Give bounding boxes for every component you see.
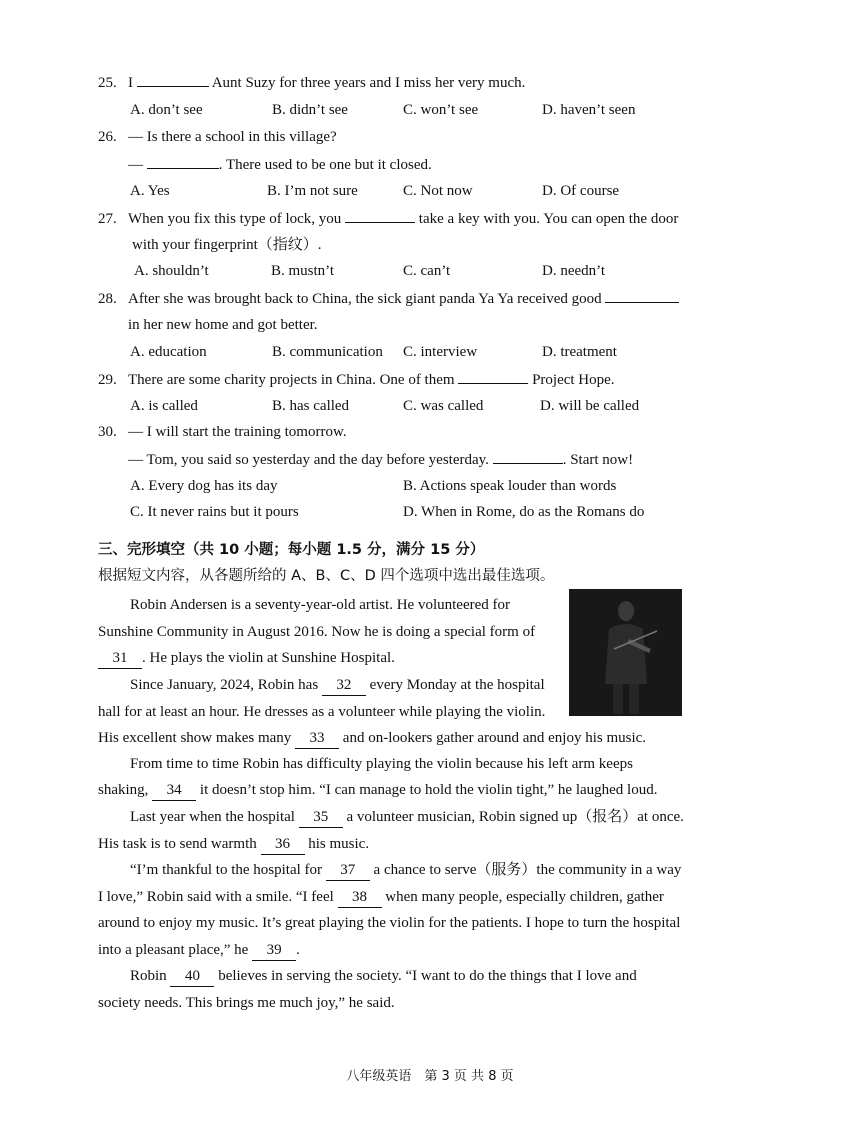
- passage-text: .: [296, 942, 300, 958]
- passage-text: believes in serving the society. “I want to do the things that I love and: [218, 968, 637, 984]
- passage-text: and on-lookers gather around and enjoy his music.: [342, 730, 647, 746]
- option-d: D. will be called: [540, 398, 640, 414]
- passage-line: From time to time Robin has difficulty playing the violin because his left arm keeps: [130, 756, 633, 772]
- passage-text: every Monday at the hospital: [369, 677, 545, 693]
- passage-text: . He plays the violin at Sunshine Hospital.: [142, 650, 395, 666]
- violinist-image: [569, 589, 682, 716]
- question-number: 28.: [98, 291, 117, 307]
- blank-36: 36: [261, 834, 305, 855]
- option-c: C. can’t: [403, 263, 451, 279]
- option-d: D. Of course: [542, 183, 620, 199]
- question-25: [98, 72, 525, 93]
- violinist-photo: [569, 589, 682, 716]
- option-a: A. Every dog has its day: [130, 478, 278, 494]
- question-text: — I will start the training tomorrow.: [128, 424, 347, 440]
- question-number: 26.: [98, 129, 117, 145]
- blank-38: 38: [338, 887, 382, 908]
- question-text: Aunt Suzy for three years and I miss her very much.: [211, 75, 526, 91]
- option-b: B. has called: [272, 398, 350, 414]
- question-number: 27.: [98, 211, 117, 227]
- passage-text: a chance to serve（服务）the community in a way: [373, 862, 682, 878]
- question-number: 30.: [98, 424, 117, 440]
- question-number: 29.: [98, 372, 117, 388]
- option-a: A. is called: [130, 398, 198, 414]
- passage-text: a volunteer musician, Robin signed up（报名）at once.: [346, 809, 684, 825]
- answer-blank: [458, 369, 528, 384]
- option-d: D. When in Rome, do as the Romans do: [403, 504, 645, 520]
- question-text: I: [128, 75, 133, 91]
- option-c: C. interview: [403, 344, 478, 360]
- blank-34: 34: [152, 780, 196, 801]
- option-c: C. won’t see: [403, 102, 479, 118]
- passage-line: [130, 807, 684, 828]
- answer-blank: [147, 154, 219, 169]
- question-text: — Tom, you said so yesterday and the day before yesterday.: [128, 452, 489, 468]
- passage-line: [98, 648, 395, 669]
- answer-blank: [345, 208, 415, 223]
- option-d: D. treatment: [542, 344, 617, 360]
- question-29: [98, 369, 615, 390]
- passage-line: [130, 966, 637, 987]
- option-a: A. don’t see: [130, 102, 203, 118]
- section-title: 三、完形填空（共 10 小题；每小题 1.5 分，满分 15 分）: [98, 542, 485, 558]
- passage-text: his music.: [308, 836, 370, 852]
- option-a: A. education: [130, 344, 207, 360]
- passage-text: His task is to send warmth: [98, 836, 257, 852]
- blank-35: 35: [299, 807, 343, 828]
- page-footer: 八年级英语 第 3 页 共 8 页: [346, 1069, 514, 1084]
- option-b: B. mustn’t: [271, 263, 335, 279]
- passage-text: into a pleasant place,” he: [98, 942, 249, 958]
- question-text: . Start now!: [562, 452, 634, 468]
- passage-line: Sunshine Community in August 2016. Now he is doing a special form of: [98, 624, 536, 640]
- question-28: [98, 288, 679, 309]
- passage-text: Since January, 2024, Robin has: [130, 677, 319, 693]
- question-number: 25.: [98, 75, 117, 91]
- blank-39: 39: [252, 940, 296, 961]
- section-instruction: 根据短文内容，从各题所给的 A、B、C、D 四个选项中选出最佳选项。: [98, 568, 555, 584]
- passage-line: [98, 940, 300, 961]
- blank-37: 37: [326, 860, 370, 881]
- blank-32: 32: [322, 675, 366, 696]
- option-d: D. needn’t: [542, 263, 606, 279]
- option-a: A. Yes: [130, 183, 170, 199]
- answer-blank: [137, 72, 209, 87]
- question-text: — Is there a school in this village?: [128, 129, 337, 145]
- passage-text: shaking,: [98, 782, 149, 798]
- option-a: A. shouldn’t: [134, 263, 209, 279]
- option-b: B. didn’t see: [272, 102, 348, 118]
- question-text: . There used to be one but it closed.: [218, 157, 432, 173]
- passage-line: [98, 780, 657, 801]
- passage-line: [130, 860, 681, 881]
- blank-33: 33: [295, 728, 339, 749]
- question-26: [98, 127, 337, 147]
- option-c: C. It never rains but it pours: [130, 504, 299, 520]
- question-text: —: [128, 157, 143, 173]
- passage-text: I love,” Robin said with a smile. “I feel: [98, 889, 334, 905]
- option-d: D. haven’t seen: [542, 102, 636, 118]
- passage-line: [98, 887, 664, 908]
- option-c: C. was called: [403, 398, 484, 414]
- passage-line: [98, 728, 646, 749]
- option-b: B. communication: [272, 344, 383, 360]
- passage-line: [98, 834, 369, 855]
- answer-blank: [493, 449, 563, 464]
- question-26-reply: [128, 154, 432, 175]
- passage-text: Robin: [130, 968, 167, 984]
- question-text: After she was brought back to China, the sick giant panda Ya Ya received good: [128, 291, 602, 307]
- question-text: When you fix this type of lock, you: [128, 211, 342, 227]
- question-30: [98, 422, 347, 442]
- option-b: B. Actions speak louder than words: [403, 478, 617, 494]
- passage-line: hall for at least an hour. He dresses as a volunteer while playing the violin.: [98, 704, 546, 720]
- passage-line: Robin Andersen is a seventy-year-old artist. He volunteered for: [130, 597, 511, 613]
- question-text-line2: with your fingerprint（指纹）.: [132, 237, 322, 253]
- question-text: take a key with you. You can open the door: [418, 211, 679, 227]
- passage-text: Last year when the hospital: [130, 809, 295, 825]
- passage-text: it doesn’t stop him. “I can manage to hold the violin tight,” he laughed loud.: [199, 782, 658, 798]
- option-c: C. Not now: [403, 183, 473, 199]
- passage-text: His excellent show makes many: [98, 730, 292, 746]
- question-text-line2: in her new home and got better.: [128, 317, 318, 333]
- blank-31: 31: [98, 648, 142, 669]
- question-27: [98, 208, 678, 229]
- passage-line: society needs. This brings me much joy,” he said.: [98, 995, 395, 1011]
- passage-text: “I’m thankful to the hospital for: [130, 862, 323, 878]
- option-b: B. I’m not sure: [267, 183, 358, 199]
- blank-40: 40: [170, 966, 214, 987]
- answer-blank: [605, 288, 679, 303]
- passage-line: [130, 675, 545, 696]
- question-text: There are some charity projects in China. One of them: [128, 372, 455, 388]
- question-text: Project Hope.: [532, 372, 615, 388]
- passage-line: around to enjoy my music. It’s great playing the violin for the patients. I hope to turn the hospital: [98, 915, 681, 931]
- passage-text: when many people, especially children, gather: [385, 889, 664, 905]
- question-30-reply: [128, 449, 633, 470]
